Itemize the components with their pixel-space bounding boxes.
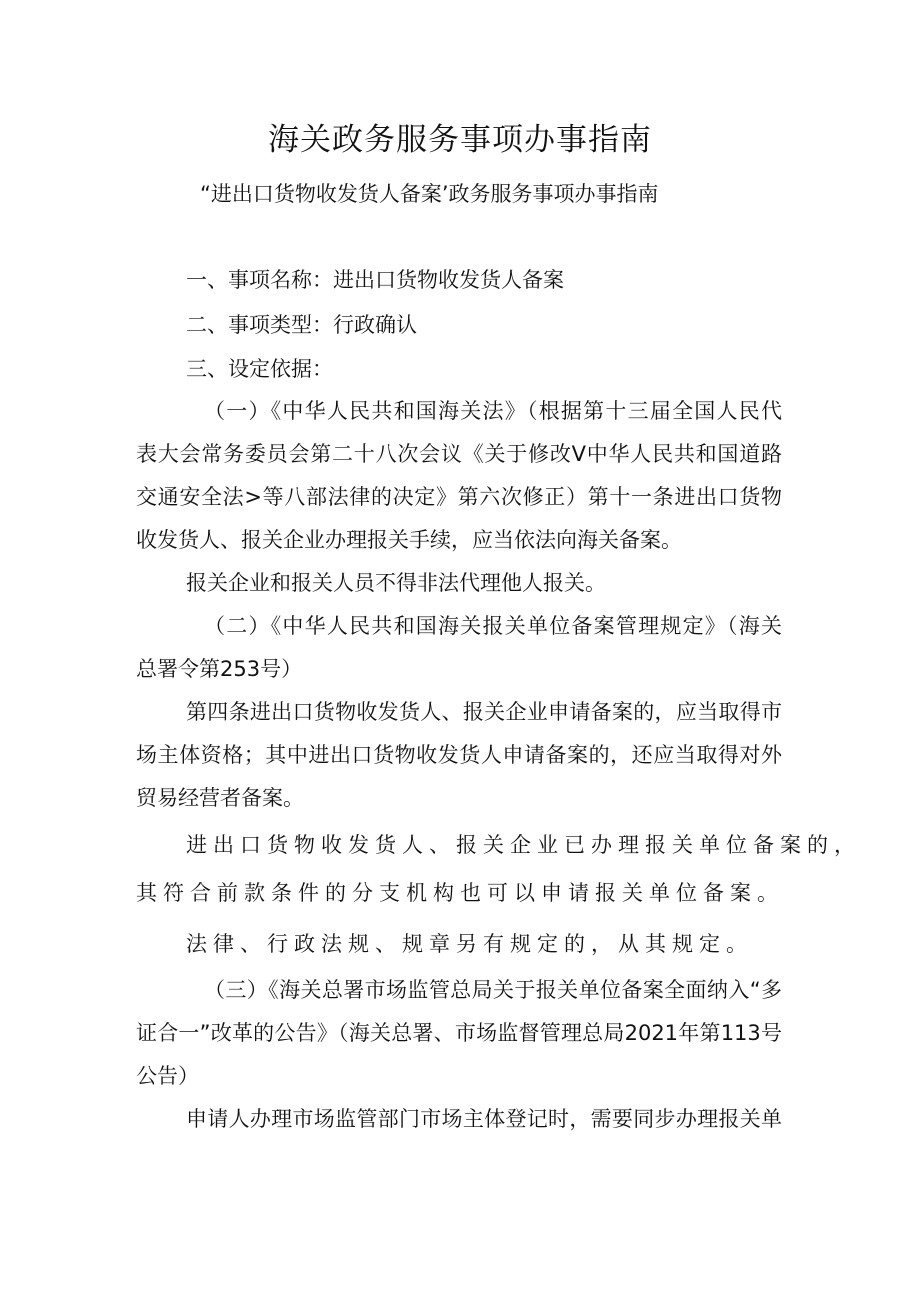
basis1-line4: 收发货人、报关企业办理报关手续，应当依法向海关备案。: [136, 528, 682, 552]
document-subtitle: “进出口货物收发货人备案’政务服务事项办事指南: [200, 182, 659, 206]
basis3-line2: 证合一”改革的公告》（海关总署、市场监督管理总局2021年第113号: [136, 1021, 782, 1045]
basis2-line3: 第四条进出口货物收发货人、报关企业申请备案的，应当取得市: [186, 700, 782, 724]
basis3-line4: 申请人办理市场监管部门市场主体登记时，需要同步办理报关单: [186, 1107, 782, 1131]
item-type-line: 二、事项类型：行政确认: [186, 313, 417, 337]
document-title: 海关政务服务事项办事指南: [268, 122, 652, 158]
basis2-line2: 总署令第253号）: [136, 657, 303, 681]
basis3-line1: （三）《海关总署市场监管总局关于报关单位备案全面纳入“多: [204, 978, 782, 1002]
basis2-line6: 进出口货物收发货人、报关企业已办理报关单位备案的，: [186, 833, 861, 857]
basis2-line1: （二）《中华人民共和国海关报关单位备案管理规定》（海关: [204, 614, 782, 638]
item-name-line: 一、事项名称：进出口货物收发货人备案: [186, 268, 564, 292]
basis1-line1: （一）《中华人民共和国海关法》（根据第十三届全国人民代: [204, 399, 782, 423]
basis1-line5: 报关企业和报关人员不得非法代理他人报关。: [186, 571, 606, 595]
basis2-line5: 贸易经营者备案。: [136, 786, 304, 810]
basis2-line7: 其符合前款条件的分支机构也可以申请报关单位备案。: [136, 881, 784, 905]
basis2-line8: 法律、行政法规、规章另有规定的，从其规定。: [186, 932, 753, 956]
basis2-line4: 场主体资格；其中进出口货物收发货人申请备案的，还应当取得对外: [136, 743, 782, 767]
basis1-line2: 表大会常务委员会第二十八次会议《关于修改V中华人民共和国道路: [136, 442, 782, 466]
item-basis-heading: 三、设定依据：: [186, 357, 333, 381]
basis1-line3: 交通安全法>等八部法律的决定》第六次修正）第十一条进出口货物: [136, 485, 782, 509]
basis3-line3: 公告）: [136, 1064, 199, 1088]
